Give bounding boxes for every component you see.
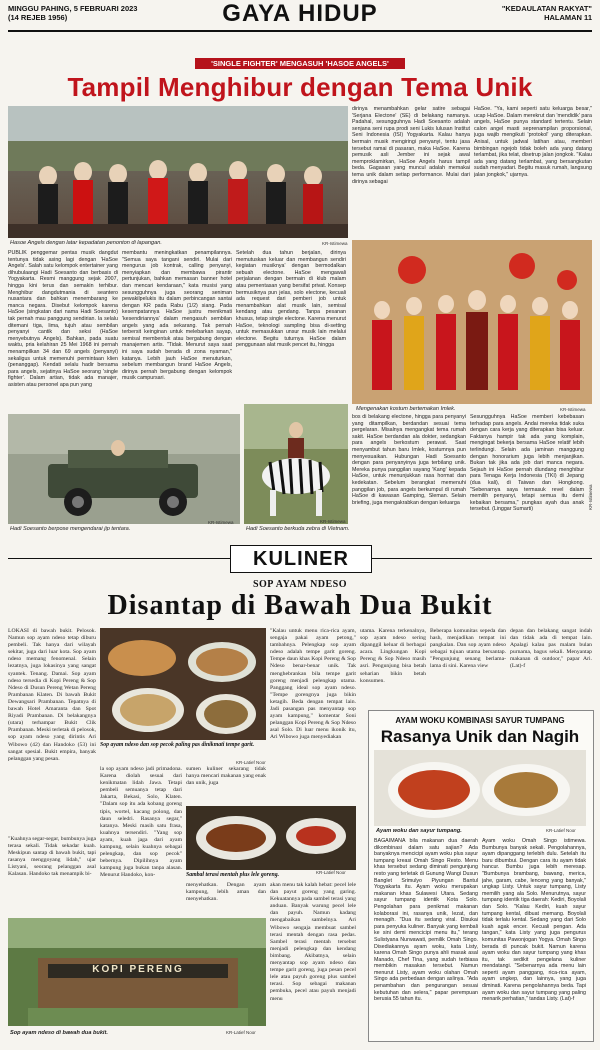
feature-kicker: 'SINGLE FIGHTER' MENGASUH 'HASOE ANGELS': [195, 58, 405, 69]
masthead-rule: [8, 30, 592, 32]
caption-sop-ayam: Sop ayam ndeso dan sop pecok paling pas dinikmati tempe garit.: [100, 742, 255, 748]
credit-jeep-photo: KR-Istimewa: [208, 520, 234, 525]
kuliner-column-7: la sop ayam ndeso jadi primadona. Karena diolah sesuai dari kenikmatan lidah Jawa. Tetapi pembeli semuanya tetap dari Jakarta, Bekasi, Solo, Klaten. "Dalam sop itu ada kobang goreng tipis, wortel, kacang polong, dan daun seledri. Rasanya segar," katanya. Meski masih satu frasa, kuahnya tersendiri. "Yang sop ayam, kuah jaga dari ayam kampung, selain kuahnya sebagai pelengkap, dan sop pecok" bebernya. Dipilihnya ayam kampung juga bukan tanpa alasan. Menurut Handoko, kon-: [100, 766, 182, 879]
kuliner-column-6: depan dan belakang sangat indah dan tidak ada di tempat lain. Apalagi kalau pas malam bulan purnama, bagus sekali. Menyantap makanan di outdoor," papar Ari. (Lat)-f: [510, 628, 592, 670]
kuliner-kicker: SOP AYAM NDESO: [252, 579, 348, 590]
caption-sambal-lele: Sambal terasi mentah plus lele goreng.: [186, 872, 280, 878]
kuliner-column-9: menyehatkan. Dengan ayam kampung, lebih aman dan menyehatkan.: [186, 882, 266, 903]
section-rule-right: [370, 558, 592, 559]
photo-imlek-costume-art: [352, 240, 592, 404]
sign-text: KOPI PERENG: [92, 964, 184, 975]
photo-ayam-woku: [374, 750, 586, 826]
photo-jeep-art: [8, 414, 240, 524]
caption-kopi-pereng: Sop ayam ndeso di bawah dua bukit.: [10, 1030, 108, 1036]
feature-column-5: HaSoe. "Ya, kami seperti satu keluarga besar," ucap HaSoe. Dalam merekrut dan 'mendidik' para angels, HaSoe punya standard tertentu. Selain calon angel masti seprenampilan proporsional, juga wajib mengikuti 'protokol' yang diterapkan. Anisal, untuk jadwal latihan atau, memberi bimbingan ngejob tidak boleh ada yang datang terlambat, jika telat, disetrup jalan jongkok. "Kalau ada yang datang terlambat, yang bersangkutan sudah menyadari. Begitu masuk rumah, langsung jalan jongkok," ujarnya.: [474, 106, 592, 178]
credit-zebra-photo: KR-Istimewa: [320, 519, 346, 524]
kuliner-column-4: utama. Karena terkenalnya, sop ayam ndeso sering dipanggil keluar di berbagai acara. Lingkungan Kopi Pereng & Sop Ndeso masih asri. Pengunjung bisa betah seharian bikin betah konsumen.: [360, 628, 426, 684]
credit-sop-ayam: KR-Latief Noor: [236, 760, 266, 765]
masthead-date-line2: (14 REJEB 1956): [8, 13, 68, 22]
photo-hasoe-angels-stage-art: [8, 106, 348, 238]
feature-column-1: PUBLIK penggemar pentas musik dangdut tentunya tidak asing lagi dengan 'HaSoe Angels'. Salah satu kelompok entertainer yang dihubulaangi Hadi Soesanto dan berbasis di Yogyakarta. Resmi manggung sejak 2007, hingga kini terus dan semakin terhibur. Menghibur dangdutmania di seantero nusantara dan bahkan menembarang ke manca negara. Disebut kelompok karena HaSoe (singkatan dari nama Hadi Soesanto) tak pernah mau panggung sendirian. Ia selalu ditemani tiga, lima, tujuh atau sembilan penyanyi cantik dan seksi (HaSoe menyebutnya Angels). Bahkan, pada suatu waktu, pria kelahiran 25 Mei 1968 ini pernah menampilkan 34 dan 69 angels (penyanyi) sekaligus untuk memenuhi permintaan klien (penanggap). Kendati selalu hadir bersama para angels, sejatinya HaSoe seorang 'single fighter'. Dalam artian, tidak ada manajer, asisten atau personel apa pun yang: [8, 250, 118, 388]
kuliner-column-2: "Kuahnya segar-segar, bumbunya juga terasa sekali. Tidak sekadar kuah. Meskipun santap di bawah bukit, tapi rasanya menggoyang lidah," ujar Listyani, seorang pelanggan asal Kalasan. Handoko tak menampik bi-: [8, 836, 96, 878]
photo-zebra-art: [244, 404, 348, 524]
feature-column-3: Setelah dua tahun berjalan, dirinya memutuskan keluar dan membangun sendiri kegiatan musiknya' dengan bermodalkan sebuah electone. HaSoe mengawali perjalanan dengan bermain di klub malam atau pementasan yang bersifat privat. Konsep bermusiknya pun jelas, solo electone, kecuali ada request dari pemberi job untuk menambahkan alat musik lain, semisal kendang atau gendang. Tanpa pesanan khusus, tetap single electone. Karena menurut HaSoe, teknologi sampling bisa di-setting untuk memasukkan unsur musik lain melalui electone. Begitu tuturnya HaSoe dalam penggunaan alat musik pencet itu, hingga: [236, 250, 346, 349]
photo-sop-ayam-art: [100, 628, 266, 740]
kuliner-column-8: sumen kuliner sekarang tidak hanya mencari makanan yang enak dan unik, juga: [186, 766, 266, 787]
masthead-publisher-name: "KEDAULATAN RAKYAT": [501, 4, 592, 13]
credit-costume-photo: KR-Istimewa: [560, 407, 586, 412]
masthead-date-line1: MINGGU PAHING, 5 FEBRUARI 2023: [8, 4, 138, 13]
section-masthead-title: GAYA HIDUP: [222, 0, 378, 27]
photo-sop-ayam: [100, 628, 266, 740]
photo-zebra: [244, 404, 348, 524]
masthead-publisher: [502, 4, 592, 22]
masthead-page-number: HALAMAN 11: [544, 13, 592, 22]
section-label-kuliner: KULINER: [230, 545, 372, 573]
kuliner-column-10: akan menu tak kalah hebat: pecel lele dan payut goreng yang garing. Kekuatannya pada sambel terasi yang anduan. Banyak warung pecel lele dan payuh. Namun kadang mengabaikan sambelnya. Ari Wibowo sengaja membuat sambel terasi mentah dengan rasa pedas. Sambel terasi mentah tersebut menjadi pelengkap dan kendang bimbang. Akibatnya, selain menyantap sop ayam ndeso dan tempe garit goreng, juga pesan pecel lele atau payuh goreng plus sambel terasi. Sop sebagai makanan pembuka, pecel atau payuh menjadi menu: [270, 882, 356, 1002]
sidebar-headline: Rasanya Unik dan Nagih: [380, 727, 580, 746]
kuliner-column-3: "Kalau untuk menu rica-rica ayam, sengaja pakai ayam petong," tambahnya. Pelengkap sop ayam ndeso adalah tempe garit goreng. Tempe daun khas Kopi Pereng & Sop Ndeso benar-benar unik. Tak menghebrankan bila tempe garit goreng menjadi pelengkap utama. Panggang ideal sop ayam ndeso. "Tempe gorengnya juga bikin ketagih. Beda dengan tempat lain. Jadi pasangan pas menyantap sop ayam kampung," komentar Soni pelanggan Kopi Pereng & Sop Ndeso asal Solo. Di luar menu ikonik itu, Ari Wibowo juga menyediakan: [270, 628, 356, 741]
photo-sambal-lele-art: [186, 806, 356, 870]
feature-column-7: Sesungguhnya HaSoe memberi kebebasan terhadap para angels. Andai mereka tidak suka dengan cara kerja yang diterapkan bisa keluar. Faktanya hampir tak ada yang komplain, mengingat bekerja bersama HaSoe relatif lebih terlindungi. Selain ada jaminan manggung dengan honorarium juga lebih menjanjikan. Bukan tak jika ada job dari manca negara. Sejauh ini HaSoe pernah diundang menghibur para Tenaga Kerja Indonesia (TKI) di Jepang (dua kali), di Taiwan dan Hongkong. "Sebenarnya saya termasuk revel dalam memilih penyanyi, tetapi semua itu demi kebaikan bersama," pungkas ayah dua anak tersebut. (Linggar Sumarti): [470, 414, 584, 513]
caption-jeep-photo: Hadi Soesanto berpose mengendarai jip tentara.: [10, 526, 131, 532]
feature-column-2: membantu meningkatkan penampilannya. "Semua saya tangani sendiri. Mulai dari mengurus job kontrak, calling penyanyi, menyiapkan dan membawa pirantir pertunjukan, bahkan memasan banner hotel dan mencari kendaraan," kata musisi yang sesungguhnya juga seorang seniman pewakilpelukis itu dalam perbincangan santai dengan KR pada Rabu (1/2) siang. Pada kesempatannya HaSoe justru menikmati 'kesendiriannya' dalam mengasuh sembilan angels yang ada sekarang. Tak pernah terbersit keinginan untuk melebarkan sayap, semisal membentuk atau bergabung dengan manajemen artis. "Tidak. Menurut saya saat ini saya sudah berada di zona nyaman," katanya. Lebih jauh HaSoe menuturkan, sebelum membangun brand HaSoe Angels, dirinya pernah bergabung dengan kelompok musik campursari.: [122, 250, 232, 382]
feature-column-4: dirinya menambahkan gelar satire sebagai 'Serjana Electone' (SE) di belakang namanya. Padahal, sesungguhnya Hadi Soesanto adalah senjana seni rupa prodi seni Lukis lulusan Institut Seni Indonesia (ISI) Yogyakarta. Kalau hanya bermain musik mengiringi penyanyi, tentu jasa tersebut ramai di pasaran, maka HaSoe. Karena pemusik asli Jember ini sejak awal memproklamirkan, HaSoe Angels harus tampil beda. Gagasan yang muncul adalah memakai tema unik dalam setiap performance. Mulai dari dirinya sebagai: [352, 106, 470, 185]
sidebar-column-2: Ayam woku Omah Singo istimewa. Bumbunya banyak sekali. Pengolahannya, ayam dipanggang terlebih dulu. Setelah itu baru dibumbui. Dengan cara itu ayam tidak hancur. Bumbu juga lebih meresap. "Bumbunya brambang, bawang, merica, jahe, garam, cabe, lenceng yang banyak," ungkap Listy. Untuk sayur tumpang, Listy memilih yang ala Solo. Menurutnya, sayur tumpang identik tiga daerah: Kediri, Boyolali dan Solo. "Kalau Kediri, kuah sayur tumpang kental, dibuat memang. Boyolali tidak terlalu kental. Sedang yang dari Solo kuah agak encer. Kecuali pengan. Ada tangan," kata Listy yang juga pengurus komunitas Pawonjogan Yogya. Omah Singo berada di puncak bukit. Namun karena ayam woku dan sayur tumpang yang khas itu, tak sedikit pengelana kuliner mendatangi. "Sebenarnya ada menu lain seperti ayam panggang, rica-rica ayam, ayam ungkep, dan lainnya, yang juga diminati. Karena pengolahannya beda. Tapi ayam woku dan sayur tumpang yang paling menarik perhatian," tandas Listy. (Lat)-f: [482, 838, 586, 1003]
credit-kopi-pereng: KR-Latief Noor: [226, 1030, 256, 1035]
vertical-credit: KR-Istimewa: [588, 484, 593, 510]
photo-hasoe-angels-stage: [8, 106, 348, 238]
photo-jeep: [8, 414, 240, 524]
photo-imlek-costume: [352, 240, 592, 404]
caption-ayam-woku: Ayam woku dan sayur tumpang.: [376, 828, 462, 834]
section-rule-left: [8, 558, 230, 559]
credit-sambal-lele: KR-Latief Noor: [316, 870, 346, 875]
caption-zebra-photo: Hadi Soesanto berkuda zebra di Vietnam.: [246, 526, 350, 532]
feature-column-6: bos di belakang electone, hingga para penyanyi yang ditampilkan, berdandan sesuai tema pergelaran. Misalnya mengangkat tema rumah sakit. HaSoe berdandan ala dokter, sedangkan para angels berkostum perawat. Saat menyambut tahun baru Imlek, kostumnya pun menyesuaikan. Hubungan Hadi Soesanto dengan para penyanyinya juga terbilang unik. Mereka punya panggilan sayang 'Kang' kepada HaSoe, untuk menunjukkan rasa hormat dan kedekatan. Sebelum berangkat memenuhi panggilan job, para angels berkumpul di rumah HaSoe di kawasan Gamping, Sleman. Selain briefing, juga mengakrabkan dengan keluarga: [352, 414, 466, 506]
sidebar-column-1: BAGAIMANA bila makanan dua daerah dikombinasi dalam satu sajian? Ada banyaknya mencicipi ayam woku plus sayur tumpang kreasi Omah Singo Resto. Menu khas tersebut sedang diminati pengunjung resto yang terletak di Gunung Wangi Dusun Banglet Srimulyo Piyungan Bantul Yogyakarta itu. Ayam woku merupakan makanan khas Sulawesi Utara. Sedang sayur tumpang identik Kota Solo. Pengolahan para penikmat makanan kolaborasi ini, rasanya unik, lezat, dan menagih. "Dua itu sedang viral. Disukai para penyuka kuliner. Banyak yang kembali ke sini demi mencicipi menu itu," terang Sulistyana Nurwawati, pemilik Omah Singo. Disediakannya ayam woku, kata Listy, karena Omah Singo punya ahli masak asal Manado, Chef Tina, yang sudah terbiasa membikin masakan tersebut. Namun menurut Listy, ayam woku olahan Omah Singo ada perbedaan dengan aslinya. "Ada penambahan dan pengurangan sesuai kebutuhan dan selera," papar perempuan berusia 55 tahun itu.: [374, 838, 478, 1003]
credit-ayam-woku: KR-Latief Noor: [546, 828, 576, 833]
caption-main-photo: Hasoe Angels dengan latar kepadatan penonton di lapangan.: [10, 240, 162, 246]
kuliner-column-1: LOKASI di bawah bukit. Pelosok. Namun sop ayam ndeso tetap diburu pembeli. Tak hanya dari wilayah sekitar, juga dari luar kota. Sop ayam ndeso memang fenomenal. Selain lezatnya, juga lokasinya yang sangat syantek. Tenang. Damai. Sop ayam ndeso tersedia di Kopi Pereng & Sop Ndeso di Dusun Pereng Wetan Pereng Prambanan Klaten. Di bawah Bukit Dewangsari Prambanan. Tepatnya di bawah Hotel Amaranta dan Spot Riyadi Prambanan. Di belakangnya (utara) terhampar Bukit Clik Prambanan. Meski terletak di pelosok, sop ayam ndeso yang dirintis Ari Wibowo (42) dan Handoko (53) ini sangat spesial. Bukit empira, banyak pelanggan yang pesan.: [8, 628, 96, 762]
sidebar-kicker: AYAM WOKU KOMBINASI SAYUR TUMPANG: [395, 716, 565, 725]
kuliner-column-5: Beberapa komunitas sepeda dan hash, menjadikan tempat ini pangkalan. Dan sop ayam ndeso sebagai tujuan utama bersantap. "Pengunjung senang berlama-lama di sini. Karena view: [430, 628, 506, 670]
photo-sambal-lele: [186, 806, 356, 870]
credit-main-photo: KR-Istimewa: [322, 241, 348, 246]
feature-headline: Tampil Menghibur dengan Tema Unik: [67, 72, 533, 102]
photo-ayam-woku-art: [374, 750, 586, 826]
caption-costume-photo: Mengenakan kostum bertemakan Imlek.: [356, 406, 456, 412]
kuliner-headline: Disantap di Bawah Dua Bukit: [107, 590, 493, 621]
